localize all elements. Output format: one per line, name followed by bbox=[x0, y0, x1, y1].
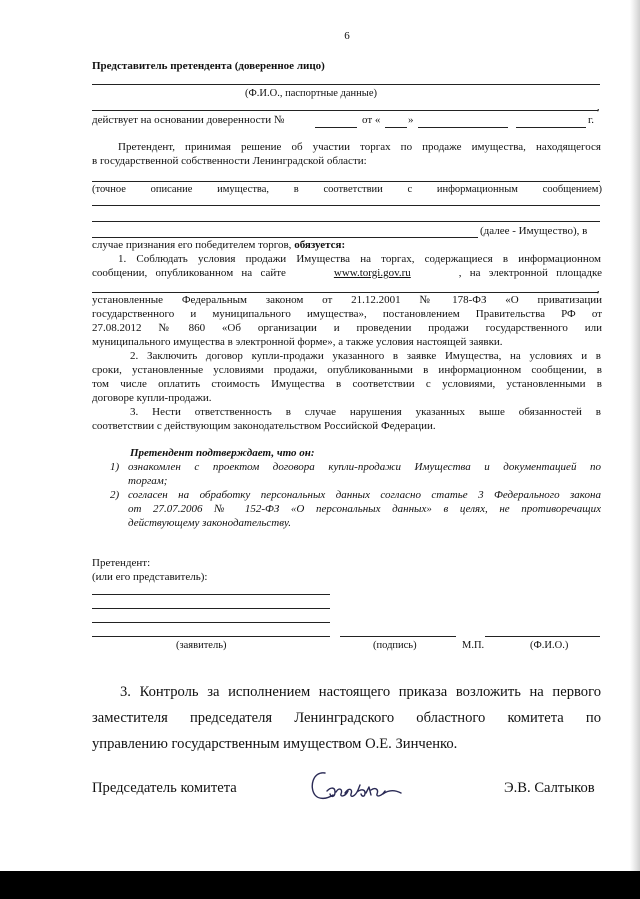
scan-bottom-border bbox=[0, 871, 640, 899]
confirm-1-num: 1) bbox=[110, 461, 120, 473]
property-line-2[interactable] bbox=[92, 205, 600, 206]
rep-passport-line bbox=[92, 110, 598, 111]
rep-name-line bbox=[92, 84, 600, 85]
obligations-lead-text: случае признания его победителем торгов, bbox=[92, 239, 292, 251]
obligation-1-site-text: сообщении, опубликованном на сайте bbox=[92, 267, 286, 279]
signature-caption: (подпись) bbox=[373, 640, 417, 651]
property-suffix: (далее - Имущество), в bbox=[480, 225, 588, 237]
confirm-2-line-1: согласен на обработку персональных данных согласно статье 3 Федерального закона bbox=[128, 489, 601, 501]
applicant-line-4[interactable] bbox=[92, 636, 330, 637]
obligation-2-line-2: сроки, установленные условиями продажи, опубликованными в информационном сообщении, в bbox=[92, 364, 602, 376]
fio-line[interactable] bbox=[485, 636, 600, 637]
confirm-1-line-2: торгам; bbox=[128, 475, 168, 487]
poa-year-field[interactable] bbox=[516, 127, 586, 128]
confirm-2-line-2: от 27.07.2006 № 152-ФЗ «О персональных данных» в целях, не противоречащих bbox=[128, 503, 601, 515]
property-caption-word: сообщением) bbox=[542, 184, 602, 195]
poa-day-field[interactable] bbox=[385, 127, 407, 128]
obligation-2-line-1: 2. Заключить договор купли-продажи указанного в заявке Имущества, на условиях и в bbox=[130, 350, 601, 362]
obligation-1-platform-text: , на электронной площадке bbox=[458, 267, 602, 279]
obligation-3-line-2: соответствии с действующим законодательством Российской Федерации. bbox=[92, 420, 436, 432]
intro-line-1: Претендент, принимая решение об участии торгах по продаже имущества, находящегося bbox=[118, 141, 601, 153]
property-line-4[interactable] bbox=[92, 237, 478, 238]
applicant-line-3[interactable] bbox=[92, 622, 330, 623]
obligation-1-line-1: 1. Соблюдать условия продажи Имущества на торгах, содержащиеся в информационном bbox=[118, 253, 601, 265]
obligation-1-line-4: государственного и муниципального имущества», постановлением Правительства РФ от bbox=[92, 308, 602, 320]
obligation-1-line-5: 27.08.2012 № 860 «Об организации и проведении продажи государственного или bbox=[92, 322, 602, 334]
order-line-1: 3. Контроль за исполнением настоящего приказа возложить на первого bbox=[120, 684, 601, 700]
obligation-3-line-1: 3. Нести ответственность в случае нарушения указанных выше обязанностей в bbox=[130, 406, 601, 418]
confirm-2-num: 2) bbox=[110, 489, 120, 501]
stamp-place-label: М.П. bbox=[462, 640, 485, 651]
confirmations-heading: Претендент подтверждает, что он: bbox=[130, 447, 315, 459]
signature-line[interactable] bbox=[340, 636, 456, 637]
property-line-1[interactable] bbox=[92, 181, 600, 182]
applicant-label: Претендент: bbox=[92, 557, 151, 569]
property-caption-word: соответствии bbox=[323, 184, 383, 195]
confirm-2-line-3: действующему законодательству. bbox=[128, 517, 291, 529]
chairman-name: Э.В. Салтыков bbox=[504, 780, 595, 796]
applicant-rep-label: (или его представитель): bbox=[92, 571, 208, 583]
order-line-2: заместителя председателя Ленинградского областного комитета по bbox=[92, 710, 601, 726]
confirm-1-line-1: ознакомлен с проектом договора купли-продажи Имущества и документацией по bbox=[128, 461, 601, 473]
fio-caption: (Ф.И.О.) bbox=[530, 640, 569, 651]
obligations-lead-bold: обязуется: bbox=[294, 239, 346, 251]
scan-edge-shadow bbox=[630, 0, 640, 871]
torgi-gov-link[interactable]: www.torgi.gov.ru bbox=[333, 267, 411, 279]
poa-year-suffix: г. bbox=[588, 114, 595, 126]
representative-heading: Представитель претендента (доверенное лицо) bbox=[92, 60, 325, 72]
property-caption-word: имущества, bbox=[217, 184, 270, 195]
property-caption-word: с bbox=[407, 184, 413, 195]
applicant-caption: (заявитель) bbox=[176, 640, 227, 651]
obligation-1-line-2 bbox=[92, 267, 602, 281]
platform-comma: , bbox=[597, 284, 600, 295]
obligations-lead bbox=[92, 239, 345, 253]
order-line-3: управлению государственным имуществом О.Е. Зинченко. bbox=[92, 736, 458, 752]
obligation-2-line-3: том числе оплатить стоимость Имущества в соответствии с условиями, установленными в bbox=[92, 378, 602, 390]
rep-passport-comma: , bbox=[597, 102, 600, 113]
poa-date-open: от « bbox=[362, 114, 381, 126]
rep-name-caption: (Ф.И.О., паспортные данные) bbox=[245, 88, 378, 99]
poa-date-close: » bbox=[408, 114, 414, 126]
intro-line-2: в государственной собственности Ленинградской области: bbox=[92, 155, 367, 167]
property-caption-word: описание bbox=[150, 184, 193, 195]
platform-name-line[interactable] bbox=[92, 292, 598, 293]
applicant-line-1[interactable] bbox=[92, 594, 330, 595]
property-caption-word: (точное bbox=[92, 184, 126, 195]
obligation-1-line-3: установленные Федеральным законом от 21.12.2001 № 178-ФЗ «О приватизации bbox=[92, 294, 602, 306]
power-of-attorney-label: действует на основании доверенности № bbox=[92, 114, 285, 126]
page-number: 6 bbox=[344, 30, 350, 42]
property-caption-word: информационным bbox=[436, 184, 518, 195]
handwritten-signature bbox=[305, 765, 415, 807]
obligation-2-line-4: договоре купли-продажи. bbox=[92, 392, 212, 404]
obligation-1-line-6: муниципального имущества в электронной форме», а также условия настоящей заявки. bbox=[92, 336, 503, 348]
property-line-3[interactable] bbox=[92, 221, 600, 222]
chairman-title: Председатель комитета bbox=[92, 780, 237, 796]
property-caption bbox=[92, 183, 602, 196]
poa-month-field[interactable] bbox=[418, 127, 508, 128]
poa-number-field[interactable] bbox=[315, 127, 357, 128]
property-caption-word: в bbox=[293, 184, 299, 195]
applicant-line-2[interactable] bbox=[92, 608, 330, 609]
